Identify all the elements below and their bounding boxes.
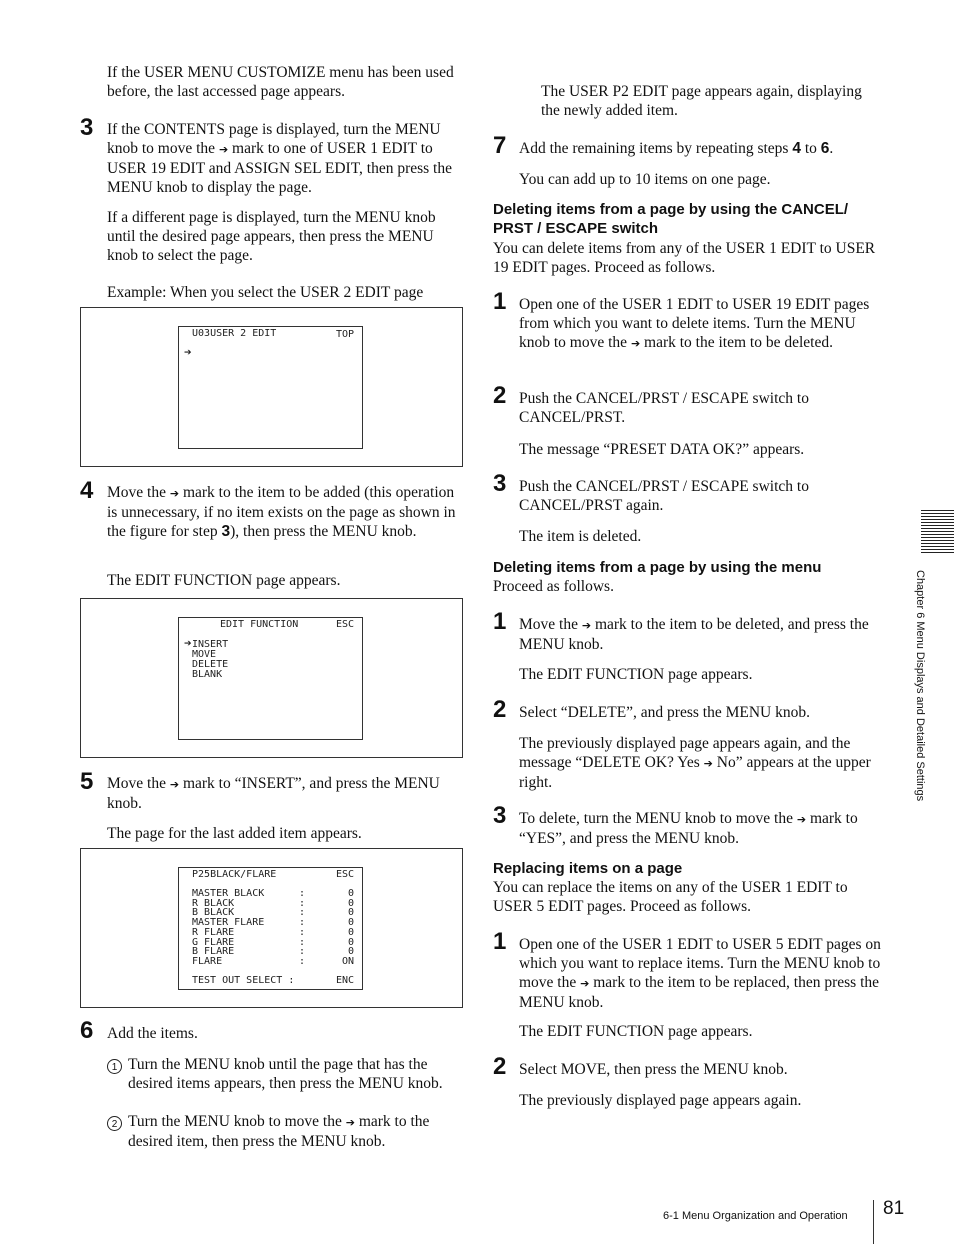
right-arrow-icon: ➔	[345, 1116, 355, 1129]
page-number: 81	[883, 1198, 905, 1219]
paragraph: The USER P2 EDIT page appears again, displaying the newly added item.	[541, 83, 862, 119]
setting-value: 0	[347, 907, 354, 918]
setting-label: MASTER FLARE	[192, 917, 265, 928]
screen-title: U03USER 2 EDIT	[192, 328, 277, 339]
substep-marker: 2	[107, 1114, 122, 1133]
setting-label: G FLARE	[192, 937, 235, 948]
right-arrow-icon: ➔	[703, 757, 713, 770]
step-number: 3	[80, 114, 94, 141]
chapter-side-label: Chapter 6 Menu Displays and Detailed Settings	[914, 570, 926, 802]
screen-title: EDIT FUNCTION	[220, 619, 299, 630]
step-number: 7	[493, 132, 507, 159]
screen-esc-label: ESC	[335, 869, 354, 880]
setting-label: B FLARE	[192, 946, 235, 957]
setting-label: B BLACK	[192, 907, 235, 918]
right-arrow-icon: ➔	[796, 813, 807, 826]
setting-value: 0	[347, 927, 354, 938]
replace-step-1-text: Open one of the USER 1 EDIT to USER 5 EDIT pages on which you want to replace items. Turn the MENU knob to move the ➔ mark to the item to be replaced, then press the MENU knob.	[519, 936, 881, 1011]
setting-value: 0	[347, 937, 354, 948]
step-number: 1	[493, 288, 507, 315]
menu-screen-edit-function	[178, 617, 363, 740]
setting-value: 0	[347, 946, 354, 957]
step-4-result: The EDIT FUNCTION page appears.	[107, 572, 341, 589]
replace-step-2-result: The previously displayed page appears again.	[519, 1092, 802, 1109]
setting-value: 0	[347, 888, 354, 899]
step-3-paragraph: If a different page is displayed, turn the MENU knob until the desired page appears, then press the MENU knob to select the page.	[107, 209, 436, 264]
step-5-text: Move the ➔ mark to “INSERT”, and press the MENU knob.	[107, 775, 440, 812]
menu-step-3-text: To delete, turn the MENU knob to move the ➔ mark to “YES”, and press the MENU knob.	[519, 810, 858, 847]
setting-value: 0	[347, 917, 354, 928]
setting-label: R FLARE	[192, 927, 235, 938]
right-arrow-icon: ➔	[218, 143, 229, 156]
menu-step-2-text: Select “DELETE”, and press the MENU knob.	[519, 704, 810, 721]
right-arrow-icon: ➔	[169, 778, 180, 791]
section-heading: Deleting items from a page by using the menu	[493, 559, 822, 576]
menu-item: DELETE	[192, 659, 229, 670]
footer-section-title: 6-1 Menu Organization and Operation	[663, 1210, 848, 1222]
setting-label: R BLACK	[192, 898, 235, 909]
step-number: 4	[80, 477, 94, 504]
step-number: 3	[493, 802, 507, 829]
menu-item: INSERT	[192, 639, 229, 650]
step-number: 1	[493, 928, 507, 955]
section-heading: Deleting items from a page by using the CANCEL/ PRST / ESCAPE switch	[493, 201, 849, 237]
delete-step-1-text: Open one of the USER 1 EDIT to USER 19 EDIT pages from which you want to delete items. Turn the MENU knob to move the ➔ mark to the item to be deleted.	[519, 296, 870, 351]
screen-title: P25BLACK/FLARE	[192, 869, 277, 880]
right-arrow-icon: ➔	[581, 619, 592, 632]
delete-step-3-text: Push the CANCEL/PRST / ESCAPE switch to CANCEL/PRST again.	[519, 478, 809, 514]
menu-item: MOVE	[192, 649, 217, 660]
setting-value: 0	[347, 898, 354, 909]
right-arrow-icon: ➔	[630, 337, 641, 350]
menu-step-1-text: Move the ➔ mark to the item to be deleted, and press the MENU knob.	[519, 616, 869, 653]
step-number: 1	[493, 608, 507, 635]
step-number: 2	[493, 1053, 507, 1080]
footer-divider	[873, 1200, 874, 1244]
example-caption: Example: When you select the USER 2 EDIT page	[107, 284, 424, 301]
screen-esc-label: ESC	[335, 619, 354, 630]
step-number: 6	[80, 1017, 94, 1044]
section-intro: You can delete items from any of the USER 1 EDIT to USER 19 EDIT pages. Proceed as follows.	[493, 240, 876, 276]
delete-step-3-result: The item is deleted.	[519, 528, 642, 545]
chapter-tab-marker	[921, 510, 954, 555]
section-intro: Proceed as follows.	[493, 578, 614, 595]
delete-step-2-result: The message “PRESET DATA OK?” appears.	[519, 441, 805, 458]
section-intro: You can replace the items on any of the USER 1 EDIT to USER 5 EDIT pages. Proceed as follows.	[493, 879, 848, 915]
step-number: 2	[493, 382, 507, 409]
substep-marker: 1	[107, 1057, 122, 1076]
menu-step-1-result: The EDIT FUNCTION page appears.	[519, 666, 753, 683]
replace-step-1-result: The EDIT FUNCTION page appears.	[519, 1023, 753, 1040]
menu-screen-user2-edit	[178, 326, 363, 449]
section-heading: Replacing items on a page	[493, 860, 683, 877]
intro-paragraph: If the USER MENU CUSTOMIZE menu has been used before, the last accessed page appears.	[107, 64, 454, 100]
step-4-text: Move the ➔ mark to the item to be added (this operation is unnecessary, if no item exists on the page as shown in the figure for step 3), then press the MENU knob.	[107, 484, 456, 540]
setting-value: ENC	[335, 975, 354, 986]
right-arrow-icon: ➔	[184, 348, 192, 358]
substep-2-text: Turn the MENU knob to move the ➔ mark to the desired item, then press the MENU knob.	[128, 1113, 430, 1150]
menu-item: BLANK	[192, 669, 223, 680]
right-arrow-icon: ➔	[184, 639, 192, 649]
step-number: 5	[80, 768, 94, 795]
step-number: 2	[493, 696, 507, 723]
right-arrow-icon: ➔	[580, 977, 590, 990]
setting-label: TEST OUT SELECT :	[192, 975, 295, 986]
substep-1-text: Turn the MENU knob until the page that has the desired items appears, then press the MENU knob.	[128, 1056, 443, 1092]
right-arrow-icon: ➔	[169, 487, 180, 500]
replace-step-2-text: Select MOVE, then press the MENU knob.	[519, 1061, 788, 1078]
step-7-text: Add the remaining items by repeating steps 4 to 6.	[519, 140, 834, 157]
step-3-text: If the CONTENTS page is displayed, turn the MENU knob to move the ➔ mark to one of USER 1 EDIT to USER 19 EDIT and ASSIGN SEL EDIT, then press the MENU knob to display the page.	[107, 121, 452, 196]
menu-step-2-result: The previously displayed page appears again, and the message “DELETE OK? Yes ➔ No” appears at the upper right.	[519, 735, 871, 791]
menu-screen-black-flare: P25BLACK/FLARE ESC MASTER BLACK R BLACK B BLACK MASTER FLARE R FLARE G FLARE B FLARE FLARE : : : : : : : : 0 0 0 0 0 0 0 ON TEST OUT SELECT : ENC	[178, 867, 363, 990]
step-number: 3	[493, 470, 507, 497]
step-7-note: You can add up to 10 items on one page.	[519, 171, 771, 188]
step-5-result: The page for the last added item appears.	[107, 825, 362, 842]
setting-value: ON	[341, 956, 354, 967]
screen-top-label: TOP	[335, 329, 354, 340]
setting-label: MASTER BLACK	[192, 888, 265, 899]
delete-step-2-text: Push the CANCEL/PRST / ESCAPE switch to CANCEL/PRST.	[519, 390, 809, 426]
setting-label: FLARE	[192, 956, 223, 967]
step-6-text: Add the items.	[107, 1025, 198, 1042]
